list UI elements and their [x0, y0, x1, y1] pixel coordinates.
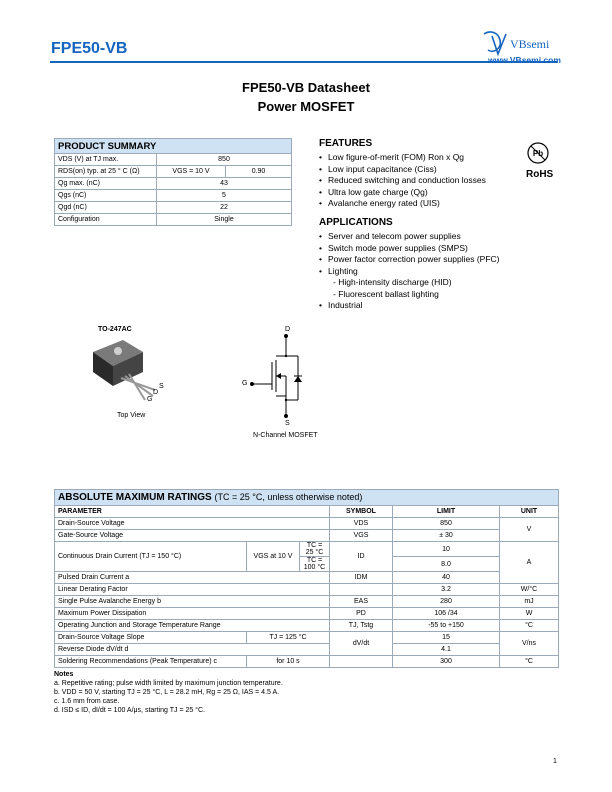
table-row	[55, 530, 559, 542]
symbol-cell	[330, 584, 393, 596]
table-row	[55, 518, 559, 530]
list-item: • Low figure-of-merit (FOM) Ron x Qg	[319, 152, 486, 164]
pb-text: Pb	[532, 149, 544, 158]
symbol-cell: VDS	[330, 518, 393, 530]
summary-label: Qg max. (nC)	[55, 178, 157, 190]
condition-cell: TC = 100 °C	[300, 557, 330, 572]
applications-heading: APPLICATIONS	[319, 217, 393, 228]
rohs-label: RoHS	[526, 169, 554, 180]
abs-heading-cell	[55, 490, 559, 506]
symbol-cell: PD	[330, 608, 393, 620]
limit-cell: 850	[393, 518, 500, 530]
limit-cell: 40	[393, 572, 500, 584]
applications-list	[319, 231, 499, 312]
note-d: d. ISD ≤ ID, dI/dt = 100 A/μs, starting TJ = 25 °C.	[54, 707, 206, 714]
param-cell: Maximum Power Dissipation	[55, 608, 330, 620]
abs-condition: (TC = 25 °C, unless otherwise noted)	[214, 492, 363, 502]
table-header-row	[55, 506, 559, 518]
param-cell: Linear Derating Factor	[55, 584, 330, 596]
summary-label: Configuration	[55, 214, 157, 226]
table-row	[55, 166, 292, 178]
table-row	[55, 214, 292, 226]
param-cell: Drain-Source Voltage	[55, 518, 330, 530]
table-row	[55, 608, 559, 620]
abs-heading: ABSOLUTE MAXIMUM RATINGS	[58, 492, 212, 503]
doc-title: FPE50-VB Datasheet	[242, 80, 370, 95]
list-item: - High-intensity discharge (HID)	[333, 277, 452, 287]
limit-cell: 280	[393, 596, 500, 608]
unit-cell: W/°C	[500, 584, 559, 596]
part-title: FPE50-VB	[51, 40, 128, 57]
col-symbol: SYMBOL	[330, 506, 393, 518]
logo-url[interactable]: www.VBsemi.com	[488, 55, 561, 65]
product-summary-table	[54, 138, 292, 226]
list-item: • Reduced switching and conduction losses	[319, 175, 486, 187]
summary-condition: VGS = 10 V	[157, 166, 226, 178]
unit-cell: °C	[500, 620, 559, 632]
symbol-cell: VGS	[330, 530, 393, 542]
absolute-maximum-ratings-table	[54, 489, 559, 668]
limit-cell: 8.0	[393, 557, 500, 572]
list-item: • Switch mode power supplies (SMPS)	[319, 243, 499, 255]
unit-cell: mJ	[500, 596, 559, 608]
param-cell: Pulsed Drain Current a	[55, 572, 330, 584]
table-row	[55, 190, 292, 202]
limit-cell: 3.2	[393, 584, 500, 596]
param-cell: Continuous Drain Current (TJ = 150 °C)	[55, 542, 247, 572]
limit-cell: ± 30	[393, 530, 500, 542]
param-cell: Operating Junction and Storage Temperature Range	[55, 620, 330, 632]
symbol-cell: ID	[330, 542, 393, 572]
summary-label: VDS (V) at TJ max.	[55, 154, 157, 166]
list-item: • Lighting	[319, 266, 499, 278]
notes	[54, 670, 283, 715]
param-cell: Gate-Source Voltage	[55, 530, 330, 542]
col-unit: UNIT	[500, 506, 559, 518]
unit-cell: V	[500, 518, 559, 542]
table-row	[55, 178, 292, 190]
symbol-cell: TJ, Tstg	[330, 620, 393, 632]
schematic-d: D	[285, 326, 291, 333]
table-row	[55, 542, 559, 557]
summary-value: 0.90	[226, 166, 292, 178]
logo-text: VBsemi	[510, 37, 550, 51]
features-list	[319, 152, 486, 210]
condition-cell: VGS at 10 V	[247, 542, 300, 572]
table-row	[55, 632, 559, 644]
table-row	[55, 154, 292, 166]
symbol-cell: IDM	[330, 572, 393, 584]
table-row	[55, 656, 559, 668]
pb-free-icon	[526, 141, 550, 165]
list-item: • Power factor correction power supplies (PFC)	[319, 254, 499, 266]
note-a: a. Repetitive rating; pulse width limited by maximum junction temperature.	[54, 680, 283, 687]
list-item: • Industrial	[319, 300, 499, 312]
note-c: c. 1.6 mm from case.	[54, 698, 120, 705]
package-pin-g: G	[147, 396, 153, 403]
limit-cell: 15	[393, 632, 500, 644]
param-cell: Single Pulse Avalanche Energy b	[55, 596, 330, 608]
condition-cell: for 10 s	[247, 656, 330, 668]
param-cell: Soldering Recommendations (Peak Temperature) c	[55, 656, 247, 668]
condition-cell: TJ = 125 °C	[247, 632, 330, 644]
summary-label: RDS(on) typ. at 25 ° C (Ω)	[55, 166, 157, 178]
limit-cell: 300	[393, 656, 500, 668]
list-item: - Fluorescent ballast lighting	[333, 288, 439, 299]
notes-heading: Notes	[54, 671, 74, 678]
param-cell: Reverse Diode dV/dt d	[55, 644, 330, 656]
summary-label: Qgs (nC)	[55, 190, 157, 202]
table-row	[55, 596, 559, 608]
limit-cell: 4.1	[393, 644, 500, 656]
table-row	[55, 572, 559, 584]
table-row	[55, 644, 559, 656]
summary-value: 22	[157, 202, 292, 214]
table-row	[55, 620, 559, 632]
symbol-cell	[330, 656, 393, 668]
note-b: b. VDD = 50 V, starting TJ = 25 °C, L = 28.2 mH, Rg = 25 Ω, IAS = 4.5 A.	[54, 689, 280, 696]
summary-value: Single	[157, 214, 292, 226]
col-limit: LIMIT	[393, 506, 500, 518]
summary-heading: PRODUCT SUMMARY	[55, 139, 292, 154]
package-name: TO-247AC	[98, 326, 132, 333]
schematic-g: G	[242, 380, 248, 387]
mosfet-schematic	[250, 334, 310, 422]
schematic-s: S	[285, 420, 290, 427]
unit-cell: A	[500, 542, 559, 584]
package-pin-s: S	[159, 383, 164, 390]
condition-cell: TC = 25 °C	[300, 542, 330, 557]
unit-cell: V/ns	[500, 632, 559, 656]
table-row	[55, 202, 292, 214]
unit-cell: °C	[500, 656, 559, 668]
limit-cell: -55 to +150	[393, 620, 500, 632]
unit-cell: W	[500, 608, 559, 620]
symbol-cell: dV/dt	[330, 632, 393, 656]
list-item: • Server and telecom power supplies	[319, 231, 499, 243]
package-view: Top View	[117, 412, 146, 419]
limit-cell: 106 /34	[393, 608, 500, 620]
list-item: • Ultra low gate charge (Qg)	[319, 187, 486, 199]
summary-value: 850	[157, 154, 292, 166]
doc-subtitle: Power MOSFET	[257, 99, 355, 114]
summary-value: 43	[157, 178, 292, 190]
col-parameter: PARAMETER	[55, 506, 330, 518]
symbol-cell: EAS	[330, 596, 393, 608]
features-heading: FEATURES	[319, 138, 373, 149]
package-pin-d: D	[153, 389, 159, 396]
limit-cell: 10	[393, 542, 500, 557]
summary-label: Qgd (nC)	[55, 202, 157, 214]
summary-value: 5	[157, 190, 292, 202]
list-item: • Avalanche energy rated (UIS)	[319, 198, 486, 210]
param-cell: Drain-Source Voltage Slope	[55, 632, 247, 644]
page-number: 1	[553, 758, 557, 765]
schematic-caption: N-Channel MOSFET	[253, 432, 318, 439]
list-item: • Low input capacitance (Ciss)	[319, 164, 486, 176]
table-row	[55, 584, 559, 596]
to247-package-image	[85, 338, 170, 408]
